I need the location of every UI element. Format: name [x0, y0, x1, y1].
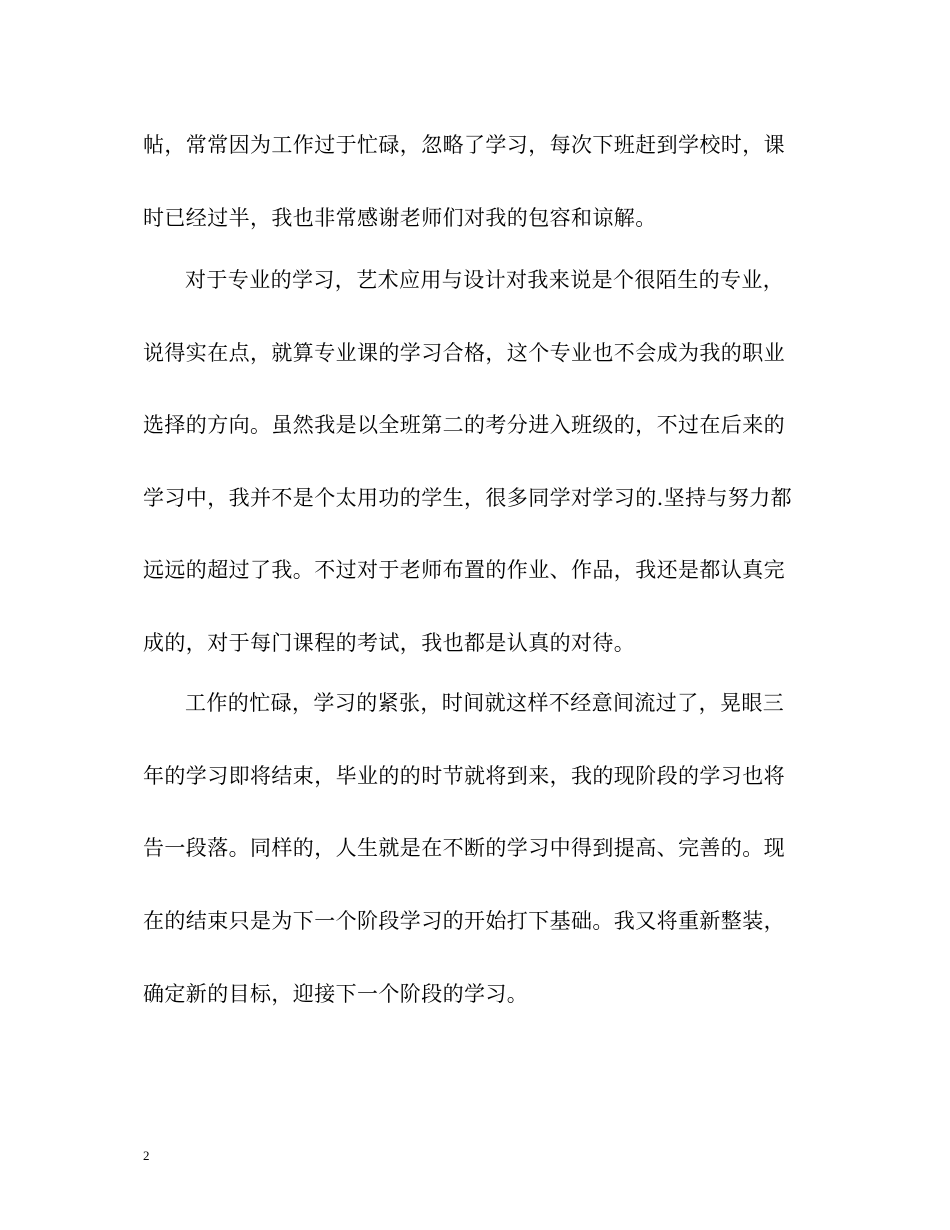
- text-line-11: 告一段落。同样的，人生就是在不断的学习中得到提高、完善的。现: [143, 836, 785, 860]
- text-line-8: 成的，对于每门课程的考试，我也都是认真的对待。: [143, 631, 636, 655]
- text-line-10: 年的学习即将结束，毕业的的时节就将到来，我的现阶段的学习也将: [143, 764, 785, 788]
- text-line-7: 远远的超过了我。不过对于老师布置的作业、作品，我还是都认真完: [143, 558, 785, 582]
- text-line-6: 学习中，我并不是个太用功的学生，很多同学对学习的.坚持与努力都: [143, 486, 793, 510]
- page-number: 2: [143, 1148, 150, 1163]
- text-line-5: 选择的方向。虽然我是以全班第二的考分进入班级的，不过在后来的: [143, 413, 785, 437]
- text-line-3: 对于专业的学习，艺术应用与设计对我来说是个很陌生的专业，: [185, 268, 785, 292]
- text-line-13: 确定新的目标，迎接下一个阶段的学习。: [143, 982, 529, 1006]
- text-line-4: 说得实在点，就算专业课的学习合格，这个专业也不会成为我的职业: [143, 341, 785, 365]
- text-line-1: 帖，常常因为工作过于忙碌，忽略了学习，每次下班赶到学校时，课: [143, 133, 785, 157]
- text-line-9: 工作的忙碌，学习的紧张，时间就这样不经意间流过了，晃眼三: [185, 691, 785, 715]
- text-line-2: 时已经过半，我也非常感谢老师们对我的包容和谅解。: [143, 206, 657, 230]
- text-line-12: 在的结束只是为下一个阶段学习的开始打下基础。我又将重新整装，: [143, 909, 785, 933]
